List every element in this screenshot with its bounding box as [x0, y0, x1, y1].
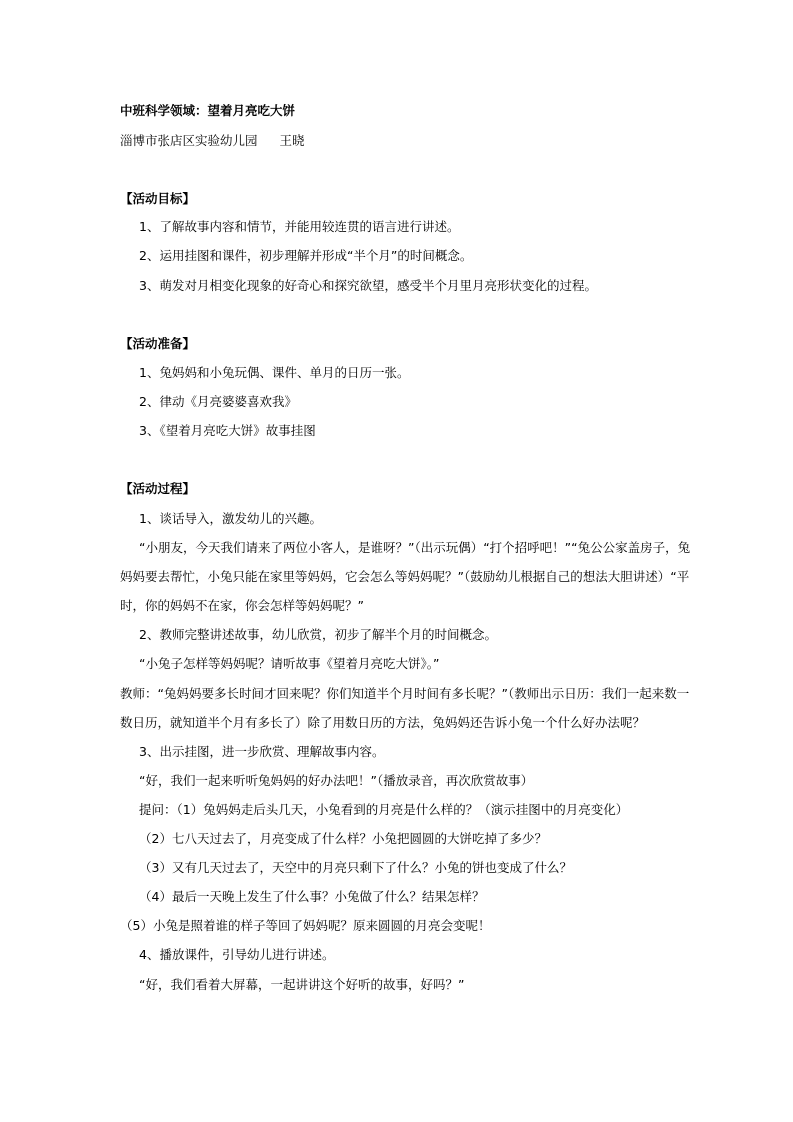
process-line-6: “小兔子怎样等妈妈呢？请听故事《望着月亮吃大饼》。” [139, 656, 440, 671]
author-line [120, 133, 305, 149]
section-heading-process: 【活动过程】 [120, 481, 196, 496]
goal-item-3: 3、萌发对月相变化现象的好奇心和探究欲望，感受半个月里月亮形状变化的过程。 [139, 278, 597, 293]
question-1: 提问：（1）兔妈妈走后头几天，小兔看到的月亮是什么样的？（演示挂图中的月亮变化） [139, 802, 629, 817]
process-line-9: 3、出示挂图，进一步欣赏、理解故事内容。 [139, 744, 385, 759]
question-4: （4）最后一天晚上发生了什么事？小兔做了什么？结果怎样？ [139, 889, 485, 904]
goal-item-1: 1、了解故事内容和情节，并能用较连贯的语言进行讲述。 [139, 219, 460, 234]
process-line-7: 教师：“兔妈妈要多长时间才回来呢？你们知道半个月时间有多长呢？”（教师出示日历：我们一起来数一 [120, 686, 690, 701]
process-line-1: 1、谈话导入，激发幼儿的兴趣。 [139, 511, 322, 526]
prep-item-2: 2、律动《月亮婆婆喜欢我》 [139, 394, 297, 409]
process-line-4: 时，你的妈妈不在家，你会怎样等妈妈呢？” [120, 598, 364, 613]
process-line-8: 数日历，就知道半个月有多长了）除了用数日历的方法，兔妈妈还告诉小兔一个什么好办法呢？ [120, 715, 646, 730]
section-heading-prep: 【活动准备】 [120, 336, 196, 351]
document-title: 中班科学领域：望着月亮吃大饼 [120, 103, 296, 118]
prep-item-3: 3、《望着月亮吃大饼》故事挂图 [139, 423, 316, 438]
section-heading-goals: 【活动目标】 [120, 191, 196, 206]
question-3: （3）又有几天过去了，天空中的月亮只剩下了什么？小兔的饼也变成了什么？ [139, 860, 572, 875]
author-name: 王晓 [279, 133, 305, 148]
question-5: （5）小兔是照着谁的样子等回了妈妈呢？原来圆圆的月亮会变呢！ [120, 918, 491, 933]
process-line-17: “好，我们看着大屏幕，一起讲讲这个好听的故事，好吗？” [139, 977, 465, 992]
process-line-16: 4、播放课件，引导幼儿进行讲述。 [139, 947, 335, 962]
process-line-3: 妈妈要去帮忙，小兔只能在家里等妈妈，它会怎么等妈妈呢？”（鼓励幼儿根据自己的想法大胆讲述）“平 [120, 569, 690, 584]
process-line-10: “好，我们一起来听听兔妈妈的好办法吧！”（播放录音，再次欣赏故事） [139, 773, 534, 788]
process-line-2: “小朋友，今天我们请来了两位小客人，是谁呀？”（出示玩偶）“打个招呼吧！”“兔公公家盖房子，兔 [139, 540, 691, 555]
goal-item-2: 2、运用挂图和课件，初步理解并形成“半个月”的时间概念。 [139, 248, 473, 263]
author-school: 淄博市张店区实验幼儿园 [120, 133, 258, 148]
prep-item-1: 1、兔妈妈和小兔玩偶、课件、单月的日历一张。 [139, 365, 410, 380]
process-line-5: 2、教师完整讲述故事，幼儿欣赏，初步了解半个月的时间概念。 [139, 627, 497, 642]
question-2: （2）七八天过去了，月亮变成了什么样？小兔把圆圆的大饼吃掉了多少？ [139, 831, 547, 846]
